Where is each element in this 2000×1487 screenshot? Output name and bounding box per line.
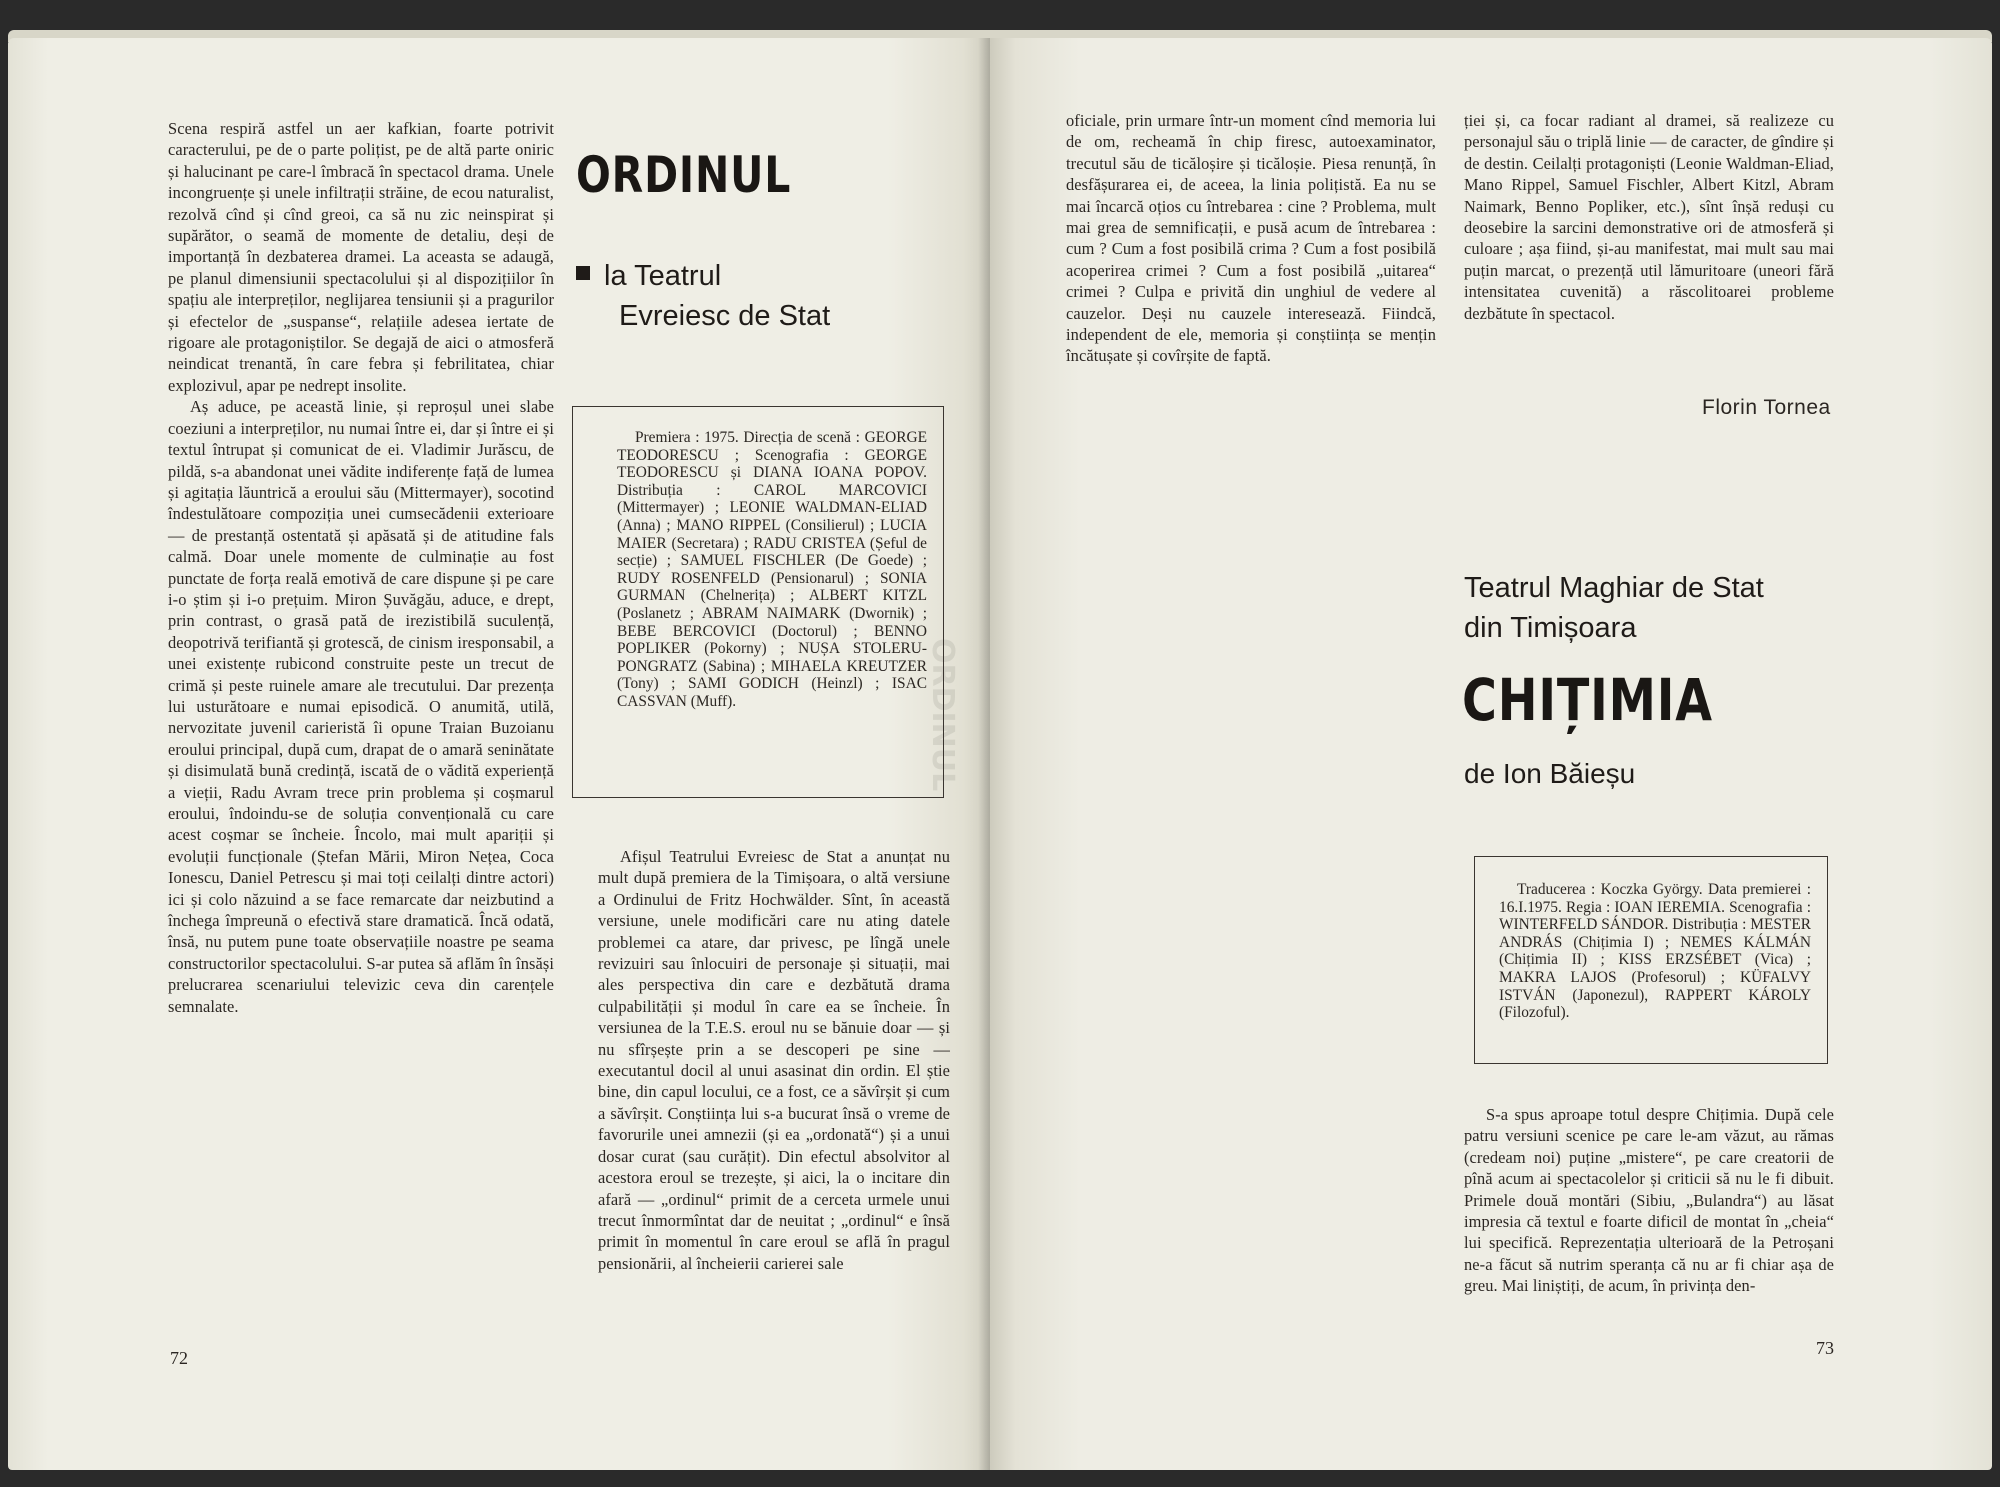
subtitle-line-1: la Teatrul bbox=[604, 260, 722, 292]
page-number: 72 bbox=[170, 1348, 188, 1368]
left-column-1 bbox=[168, 118, 554, 1378]
paragraph: Aș aduce, pe această linie, și reproșul unei slabe coeziuni a interpreților, nu numai între ei, dar și între ei și textul întrupat și comunicat de ei. Vladimir Jurăscu, de pildă, s-a abandonat unei vădite indiferențe față de lumea și agitația lăuntrică a eroului său (Mittermayer), socotind îndestulătoare compoziția unei cumsecădenii exterioare — de prestanță ostentată și apăsată și de atitudine fals calmă. Doar unele momente de culminație au fost punctate de forța reală emotivă de care dispune și pe care i-o știm și i-o prețuim. Miron Șuvăgău, aduce, e drept, prin contrast, o grasă pată de irezistibilă suculență, deopotrivă terifiantă și grotescă, de cinism iresponsabil, a unei existențe rubicond construite peste un trecut de crimă și peste ruinele amare ale trecutului. Dar prezența lui usturătoare e numai episodică. O anumită, utilă, nervozitate juvenil carieristă îi opune Traian Buzoianu eroului principal, după cum, drapat de o amară seninătate și disimulată bună credință, iscată de o vădită experiență a vieții, Radu Avram trece prin problema și coșmarul eroului, îndoindu-se de soluția convențională cu care acest coșmar se încheie. Încolo, mai mult apariții și evoluții funcționale (Ștefan Mării, Miron Nețea, Coca Ionescu, Daniel Petrescu și mai toți ceilalți dintre actori) ici și colo năzuind a se face remarcate dar neizbutind a închega împreună o efectivă stare dramatică. Încă odată, însă, nu putem pune toate observațiile noastre pe seama constructorilor spectacolului. S-ar putea să aflăm în însăși prelucrarea scenariului televizic ceva din carențele semnalate. bbox=[168, 397, 554, 1016]
paragraph: Scena respiră astfel un aer kafkian, foarte potrivit caracterului, pe de o parte polițist, pe de altă parte oniric și halucinant pe care-l îmbracă în spectacol drama. Unele incongruențe și unele infiltrații străine, de ecou naturalist, rezolvă cînd și cînd greoi, ca să nu zic neinspirat și supărător, o seamă de momente de detaliu, deși de importanță în dezbaterea dramei. La aceasta se adaugă, pe planul dimensiunii spectacolului și al dispozițiilor în spațiu ale interpreților, neglijarea tensiunii și a pragurilor și efectelor de „suspanse“, relațiile adesea iertate de rigoare ale protagoniștilor. Se degajă de aici o atmosferă neindicat trenantă, în care febra și febrilitatea, chiar explozivul, apar pe nedrept insolite. bbox=[168, 119, 554, 395]
paragraph: ției și, ca focar radiant al dramei, să realizeze cu personajul său o triplă linie — de caracter, de gîndire și de destin. Ceilalți protagoniști (Leonie Waldman-Eliad, Mano Rippel, Samuel Fischler, Albert Kitzl, Abram Naimark, Benno Popliker, etc.), sînt înșă reduși cu deosebire la sarcini demonstrative ori de atmosferă și culoare ; așa fiind, și-au manifestat, mai mult sau mai puțin marcat, o prezență util lămuritoare (uneori fără intensitatea cuvenită) a răscolitoarei probleme dezbătute în spectacol. bbox=[1464, 111, 1834, 323]
article-title: ORDINUL bbox=[576, 146, 792, 204]
square-bullet-icon bbox=[576, 266, 590, 280]
right-column-2b bbox=[1464, 1104, 1834, 1374]
right-column-2 bbox=[1464, 110, 1834, 420]
page-number: 73 bbox=[1816, 1338, 1834, 1358]
credits-text: Premiera : 1975. Direcția de scenă : GEORGE TEODORESCU ; Scenografia : GEORGE TEODORESCU și DIANA IOANA POPOV. Distribuția : CAROL MARCOVICI (Mittermayer) ; LEONIE WALDMAN-ELIAD (Anna) ; MANO RIPPEL (Consilierul) ; LUCIA MAIER (Secretara) ; RADU CRISTEA (Șeful de secție) ; SAMUEL FISCHLER (De Goede) ; RUDY ROSENFELD (Pensionarul) ; SONIA GURMAN (Chelnerița) ; ALBERT KITZL (Poslanetz ; ABRAM NAIMARK (Dwornik) ; BEBE BERCOVICI (Doctorul) ; BENNO POPLIKER (Pokorny) ; NUȘA STOLERU-PONGRATZ (Sabina) ; MIHAELA KREUTZER (Tony) ; SAMI GODICH (Heinzl) ; ISAC CASSVAN (Muff). bbox=[617, 429, 927, 710]
article-author: Florin Tornea bbox=[1702, 396, 1831, 419]
ghost-title-watermark: ORDINUL bbox=[925, 638, 960, 792]
left-page bbox=[8, 38, 990, 1470]
theatre-heading bbox=[1464, 568, 1764, 648]
heading-line-2: din Timișoara bbox=[1464, 612, 1637, 644]
play-title: CHIȚIMIA bbox=[1462, 666, 1713, 734]
credits-text: Traducerea : Koczka György. Data premierei : 16.I.1975. Regia : IOAN IEREMIA. Scenografia : WINTERFELD SÁNDOR. Distribuția : MESTER ANDRÁS (Chițimia I) ; NEMES KÁLMÁN (Chițimia II) ; KISS ERZSÉBET (Vica) ; MAKRA LAJOS (Profesorul) ; KÜFALVY ISTVÁN (Japonezul), RAPPERT KÁROLY (Filozoful). bbox=[1499, 881, 1811, 1022]
paragraph: S-a spus aproape totul despre Chițimia. După cele patru versiuni scenice pe care le-am văzut, au rămas (credeam noi) puține „mistere“, pe care creatorii de pînă acum ai spectacolelor și criticii să nu le fi dibuit. Primele două montări (Sibiu, „Bulandra“) au lăsat impresia că textul e foarte dificil de montat în „cheia“ lui specifică. Reprezentația ulterioară de la Petroșani ne-a făcut să nutrim speranța că nu ar fi chiar așa de greu. Mai liniștiți, de acum, în privința den- bbox=[1464, 1105, 1834, 1296]
left-column-2 bbox=[598, 846, 950, 1366]
right-page bbox=[990, 38, 1992, 1470]
heading-line-1: Teatrul Maghiar de Stat bbox=[1464, 572, 1764, 604]
play-byline: de Ion Băieșu bbox=[1464, 758, 1636, 789]
credits-box-2 bbox=[1474, 856, 1828, 1064]
credits-box bbox=[572, 406, 944, 798]
right-column-1 bbox=[1066, 110, 1436, 1380]
article-subtitle bbox=[576, 256, 830, 336]
paragraph: oficiale, prin urmare într-un moment cînd memoria lui de om, recheamă în chip firesc, autoexaminator, trecutul său de ticăloșire și ticăloșie. Piesa renunță, în desfășurarea ei, de aceea, la linia polițistă. Ea nu se mai încarcă oțios cu întrebarea : cine ? Problema, mult mai grea de semnificații, e pusă acum de întrebarea : cum ? Cum a fost posibilă crima ? Cum a fost posibilă acoperirea crimei ? Cum a fost posibilă „uitarea“ crimei ? Culpa e privită din unghiul de vedere al cauzelor. Deși nu cauzele interesează. Fiindcă, independent de ele, memoria și conștiința se mențin încătușate și covîrșite de faptă. bbox=[1066, 111, 1436, 366]
subtitle-line-2: Evreiesc de Stat bbox=[619, 300, 831, 332]
paragraph: Afișul Teatrului Evreiesc de Stat a anunțat nu mult după premiera de la Timișoara, o altă versiune a Ordinului de Fritz Hochwälder. Sînt, în această versiune, unele modificări care nu ating datele problemei ca atare, dar privesc, pe lîngă unele revizuiri sau înlocuiri de personaje și situații, mai ales perspectiva din care e dezbătută drama culpabilității și modul în care ea se încheie. În versiunea de la T.E.S. eroul nu se bănuie doar — și nu sfîrșește prin a se descoperi pe sine — executantul docil al unui asasinat din ordin. El știe bine, din capul locului, ce a fost, ce a săvîrșit și cum a săvîrșit. Conștiința lui s-a bucurat însă o vreme de favorurile unei amnezii (și ea „ordonată“) și a unui dosar curat (sau curățit). Din efectul absolvitor al acestora eroul se trezește, și aici, la o incitare din afară — „ordinul“ primit de a cerceta urmele unui trecut înmormîntat dar de neuitat ; „ordinul“ e însă primit în momentul în care eroul se află în pragul pensionării, al încheierii carierei sale bbox=[598, 847, 950, 1273]
